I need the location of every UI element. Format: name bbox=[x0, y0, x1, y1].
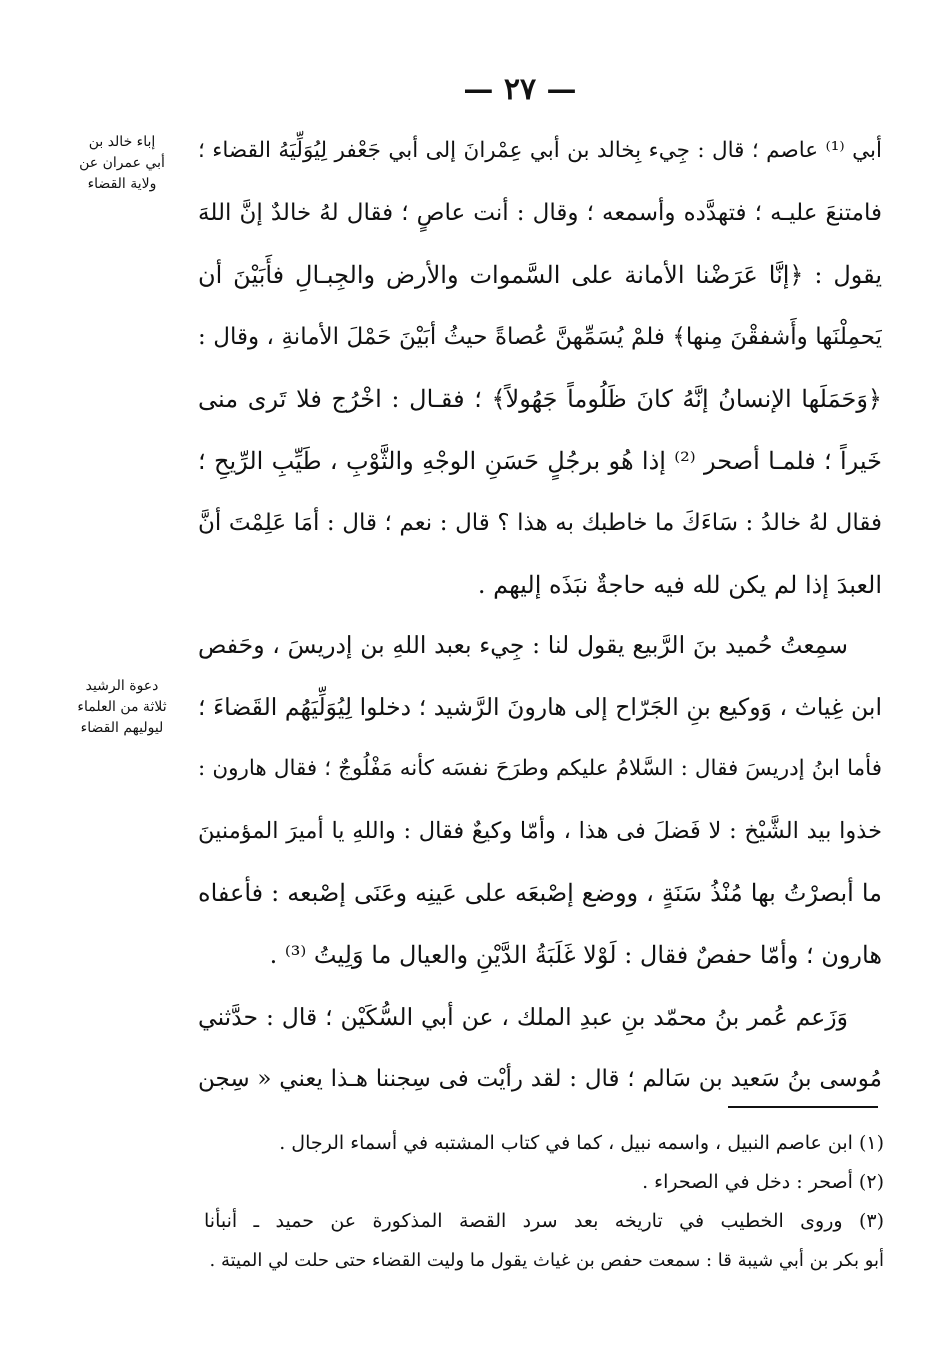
margin-note-khalid bbox=[62, 132, 182, 195]
text-line: ما أبصرْتُ بها مُنْذُ سَنَةٍ ، ووضع إصْبعَه على عَينِه وعَنَى إصْبعه : فأعفاه bbox=[198, 879, 882, 907]
margin-note-line: ولاية القضاء bbox=[87, 176, 157, 192]
footnote-3-continued: أبو بكر بن أبي شيبة قا : سمعت حفص بن غياث يقول ما وليت القضاء حتى حلت لي الميتة . bbox=[209, 1250, 884, 1271]
footnote-1: (١) ابن عاصم النبيل ، واسمه نبيل ، كما في كتاب المشتبه في أسماء الرجال . bbox=[279, 1132, 884, 1154]
paragraph-1 bbox=[198, 120, 882, 616]
text-line: العبدَ إذا لم يكن لله فيه حاجةٌ نبَذَه إليهم . bbox=[477, 571, 882, 599]
page-number: — ٢٧ — bbox=[463, 72, 577, 107]
footnote-separator bbox=[728, 1106, 878, 1108]
text-line: ابن غِياث ، وَوكيع بنِ الجَرّاح إلى هارونَ الرَّشيد ؛ دخلوا لِيُوَلِّيَهُم القَضاءَ ؛ bbox=[198, 693, 882, 721]
footnote-3: (٣) وروى الخطيب في تاريخه بعد سرد القصة المذكورة عن حميد ـ أنبأنا bbox=[204, 1210, 884, 1232]
margin-note-line: ليوليهم القضاء bbox=[80, 720, 164, 736]
text-line: فامتنعَ عليـه ؛ فتهدَّده وأسمعه ؛ وقال : أنت عاصٍ ؛ فقال لهُ خالدٌ إنَّ اللهَ bbox=[198, 200, 882, 226]
text-line: خذوا بيد الشَّيْخ : لا فَضلَ فى هذا ، وأمّا وكيعٌ فقال : واللهِ يا أميرَ المؤمنينَ bbox=[198, 818, 882, 844]
margin-note-line: أبي عمران عن bbox=[79, 155, 165, 171]
margin-note-line: إباء خالد بن bbox=[88, 134, 156, 150]
footnotes bbox=[204, 1124, 884, 1280]
text-line: وَزَعم عُمر بنُ محمّد بنِ عبدِ الملك ، عن أبي السُّكَيْن ؛ قال : حدَّثني bbox=[198, 1003, 848, 1031]
text-line: فأما ابنُ إدريسَ فقال : السَّلامُ عليكم وطرَحَ نفسَه كأنه مَفْلُوجٌ ؛ فقال هارون : bbox=[198, 756, 882, 781]
text-line: سمِعتُ حُميد بنَ الرَّبيع يقول لنا : جِيء بعبد اللهِ بن إدريسَ ، وحَفص bbox=[198, 631, 848, 659]
margin-note-rashid bbox=[62, 676, 182, 739]
text-line: يقول : ﴿إنَّا عَرَضْنا الأمانة على السَّموات والأرض والجِبـالِ فأَبَيْنَ أن bbox=[198, 261, 882, 289]
text-line: يَحمِلْنَها وأَشفقْنَ مِنها﴾ فلمْ يُسَمِّهنَّ عُصاةً حيثُ أبَيْنَ حَمْلَ الأمانةِ ، وقال : bbox=[198, 324, 882, 350]
text-line: هارون ؛ وأمّا حفصٌ فقال : لَوْلا غَلَبَةُ الدَّيْنِ والعيال ما وَلِيتُ ⁽³⁾ . bbox=[269, 941, 882, 969]
margin-note-line: دعوة الرشيد bbox=[85, 678, 159, 694]
margin-note-line: ثلاثة من العلماء bbox=[77, 699, 167, 715]
text-line: أبي ⁽¹⁾ عاصم ؛ قال : جِيء بِخالد بن أبي عِمْرانَ إلى أبي جَعْفر لِيُوَلِّيَهُ القضاء ؛ bbox=[198, 138, 882, 163]
text-line: خَيراً ؛ فلمـا أصحر ⁽²⁾ إذا هُو برجُلٍ حَسَنِ الوجْهِ والثَّوْبِ ، طَيِّبِ الرِّيحِ ؛ bbox=[198, 447, 882, 475]
paragraph-3 bbox=[198, 986, 882, 1110]
paragraph-2 bbox=[198, 614, 882, 986]
text-line: ﴿وَحَمَلَها الإنسانُ إنَّهُ كانَ ظَلُوماً جَهُولاً﴾ ؛ فقـال : اخْرُج فلا تَرى منى bbox=[198, 385, 882, 413]
footnote-2: (٢) أصحر : دخل في الصحراء . bbox=[642, 1171, 884, 1193]
text-line: فقال لهُ خالدُ : سَاءَكَ ما خاطبك به هذا ؟ قال : نعم ؛ قال : أمَا عَلِمْتَ أنَّ bbox=[198, 510, 882, 536]
text-line: مُوسى بنُ سَعيد بن سَالم ؛ قال : لقد رأيْت فى سِجننا هـذا يعني « سِجن bbox=[198, 1066, 882, 1092]
